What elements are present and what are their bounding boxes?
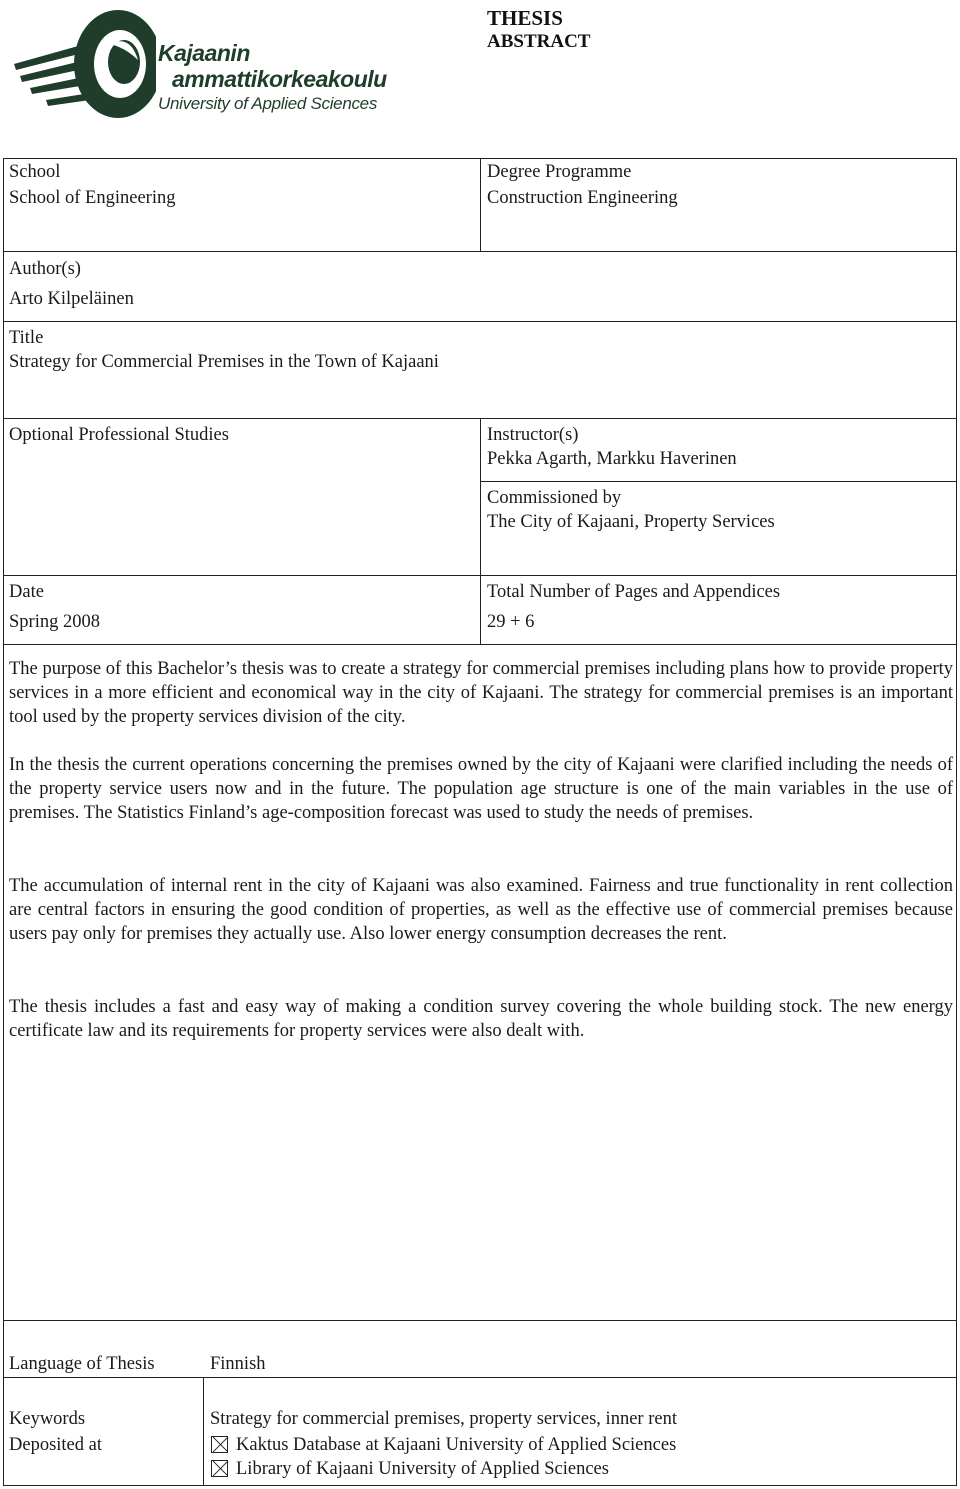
document-type: THESIS: [487, 6, 563, 30]
university-logo: [6, 4, 404, 122]
date-value: Spring 2008: [9, 612, 100, 632]
deposit-option-label: Kaktus Database at Kajaani University of Applied Sciences: [236, 1435, 677, 1455]
column-divider: [480, 158, 481, 251]
title-value: Strategy for Commercial Premises in the Town of Kajaani: [9, 352, 439, 372]
abstract-paragraph: The purpose of this Bachelor’s thesis was to create a strategy for commercial premises including plans how to provide property services in a more efficient and economical way in the city of Kajaani. The strategy for commercial premises is an important tool used by the property services division of the city.: [9, 659, 953, 727]
divider-line: [480, 481, 957, 482]
checked-box-icon: [211, 1460, 228, 1477]
degree-programme-label: Degree Programme: [487, 162, 632, 182]
instructor-value: Pekka Agarth, Markku Haverinen: [487, 449, 737, 469]
checked-box-icon: [211, 1436, 228, 1453]
abstract-paragraph: The thesis includes a fast and easy way of making a condition survey covering the whole building stock. The new energy certificate law and its requirements for property services were also dealt with.: [9, 997, 953, 1041]
author-value: Arto Kilpeläinen: [9, 289, 134, 309]
logo-wordmark: [158, 40, 387, 114]
column-divider: [203, 1377, 204, 1486]
document-subtype: ABSTRACT: [487, 31, 591, 52]
deposit-option-kaktus: [211, 1433, 676, 1457]
instructor-label: Instructor(s): [487, 425, 579, 445]
keywords-label: Keywords: [9, 1409, 86, 1429]
optional-studies-label: Optional Professional Studies: [9, 425, 229, 445]
deposited-label: Deposited at: [9, 1435, 102, 1455]
divider-line: [3, 251, 957, 252]
logo-line-3: University of Applied Sciences: [158, 94, 378, 113]
school-label: School: [9, 162, 61, 182]
date-label: Date: [9, 582, 44, 602]
commissioned-value: The City of Kajaani, Property Services: [487, 512, 775, 532]
deposit-option-library: [211, 1457, 609, 1481]
abstract-paragraph: The accumulation of internal rent in the city of Kajaani was also examined. Fairness and true functionality in rent collection are central factors in ensuring the good condition of properties, as well as the effective use of commercial premises because users pay only for premises they actually use. Also lower energy consumption decreases the rent.: [9, 876, 953, 944]
school-value: School of Engineering: [9, 188, 176, 208]
language-label: Language of Thesis: [9, 1354, 155, 1374]
language-value: Finnish: [210, 1354, 266, 1374]
logo-line-2: ammattikorkeakoulu: [172, 66, 387, 92]
degree-programme-value: Construction Engineering: [487, 188, 678, 208]
divider-line: [3, 644, 957, 645]
swoosh-logo-icon: [6, 4, 156, 122]
document-title: [487, 6, 590, 54]
pages-value: 29 + 6: [487, 612, 535, 632]
deposit-option-label: Library of Kajaani University of Applied Sciences: [236, 1459, 609, 1479]
column-divider: [480, 418, 481, 644]
commissioned-label: Commissioned by: [487, 488, 622, 508]
pages-label: Total Number of Pages and Appendices: [487, 582, 781, 602]
abstract-paragraph: In the thesis the current operations concerning the premises owned by the city of Kajaani were clarified including the needs of the property service users now and in the future. The population age structure is one of the main variables in the use of premises. The Statistics Finland’s age-composition forecast was used to study the needs of premises.: [9, 755, 953, 823]
divider-line: [3, 1320, 957, 1321]
title-label: Title: [9, 328, 44, 348]
keywords-value: Strategy for commercial premises, property services, inner rent: [210, 1409, 677, 1429]
author-label: Author(s): [9, 259, 81, 279]
divider-line: [3, 321, 957, 322]
logo-line-1: Kajaanin: [158, 40, 250, 66]
divider-line: [3, 1377, 957, 1378]
